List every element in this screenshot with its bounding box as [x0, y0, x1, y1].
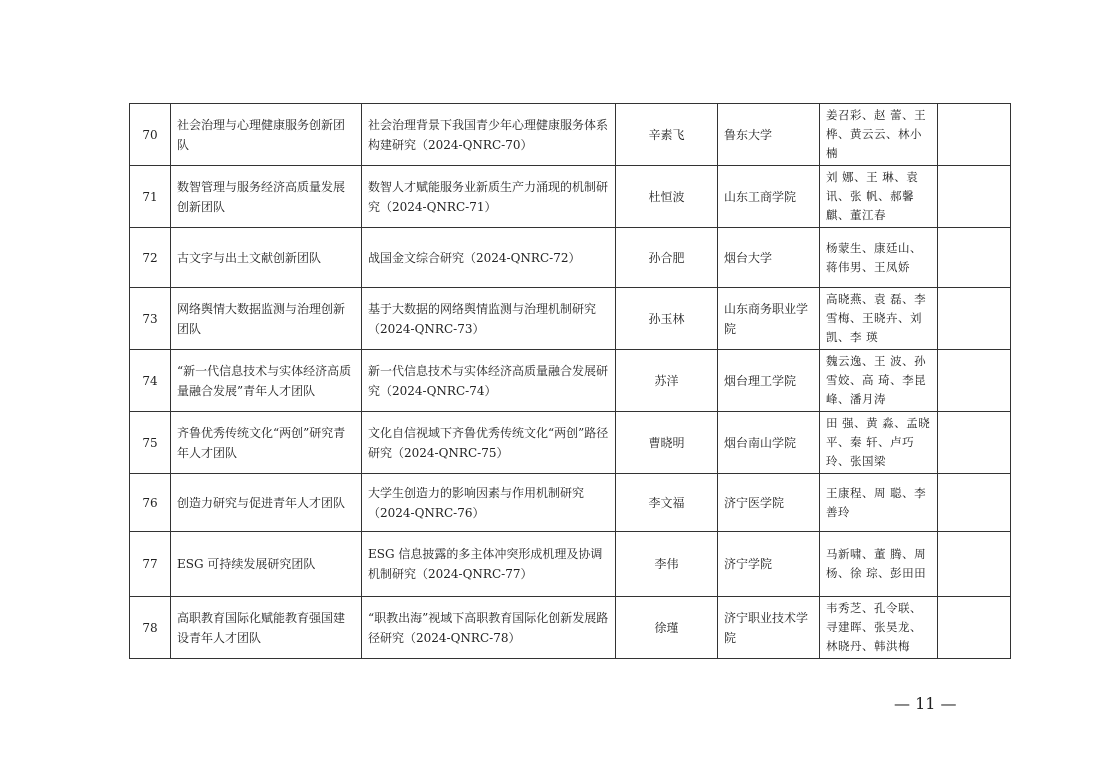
remark: [938, 350, 1011, 412]
affiliation: 烟台南山学院: [718, 412, 820, 474]
project-title: 文化自信视域下齐鲁优秀传统文化“两创”路径研究（2024-QNRC-75）: [362, 412, 616, 474]
remark: [938, 104, 1011, 166]
table-row: [130, 597, 1011, 659]
project-title: “职教出海”视域下高职教育国际化创新发展路径研究（2024-QNRC-78）: [362, 597, 616, 659]
project-title: 大学生创造力的影响因素与作用机制研究（2024-QNRC-76）: [362, 474, 616, 532]
team-leader: 李伟: [616, 532, 718, 597]
affiliation: 济宁职业技术学院: [718, 597, 820, 659]
team-name: 网络舆情大数据监测与治理创新团队: [171, 288, 362, 350]
projects-table: [129, 103, 1011, 659]
team-name: “新一代信息技术与实体经济高质量融合发展”青年人才团队: [171, 350, 362, 412]
table-row: [130, 350, 1011, 412]
team-name: 古文字与出土文献创新团队: [171, 228, 362, 288]
table-row: [130, 532, 1011, 597]
team-members: 田 强、黄 淼、孟晓平、秦 轩、卢巧玲、张国梁: [820, 412, 938, 474]
team-leader: 曹晓明: [616, 412, 718, 474]
table-row: [130, 228, 1011, 288]
team-name: 齐鲁优秀传统文化“两创”研究青年人才团队: [171, 412, 362, 474]
team-members: 魏云逸、王 波、孙雪姣、高 琦、李昆峰、潘月涛: [820, 350, 938, 412]
affiliation: 济宁学院: [718, 532, 820, 597]
project-title: 战国金文综合研究（2024-QNRC-72）: [362, 228, 616, 288]
team-name: ESG 可持续发展研究团队: [171, 532, 362, 597]
team-members: 马新啸、董 腾、周 杨、徐 琮、彭田田: [820, 532, 938, 597]
remark: [938, 288, 1011, 350]
team-leader: 孙合肥: [616, 228, 718, 288]
remark: [938, 412, 1011, 474]
team-members: 高晓燕、袁 磊、李雪梅、王晓卉、刘 凯、李 瑛: [820, 288, 938, 350]
project-title: 社会治理背景下我国青少年心理健康服务体系构建研究（2024-QNRC-70）: [362, 104, 616, 166]
affiliation: 烟台大学: [718, 228, 820, 288]
affiliation: 鲁东大学: [718, 104, 820, 166]
row-number: 72: [130, 228, 171, 288]
row-number: 77: [130, 532, 171, 597]
row-number: 75: [130, 412, 171, 474]
table-row: [130, 412, 1011, 474]
remark: [938, 532, 1011, 597]
project-title: ESG 信息披露的多主体冲突形成机理及协调机制研究（2024-QNRC-77）: [362, 532, 616, 597]
team-name: 社会治理与心理健康服务创新团队: [171, 104, 362, 166]
team-name: 高职教育国际化赋能教育强国建设青年人才团队: [171, 597, 362, 659]
team-leader: 孙玉林: [616, 288, 718, 350]
team-members: 姜召彩、赵 蕾、王 桦、黄云云、林小楠: [820, 104, 938, 166]
team-leader: 辛素飞: [616, 104, 718, 166]
team-leader: 李文福: [616, 474, 718, 532]
row-number: 76: [130, 474, 171, 532]
project-title: 新一代信息技术与实体经济高质量融合发展研究（2024-QNRC-74）: [362, 350, 616, 412]
team-name: 创造力研究与促进青年人才团队: [171, 474, 362, 532]
team-leader: 徐瑾: [616, 597, 718, 659]
affiliation: 济宁医学院: [718, 474, 820, 532]
table-row: [130, 104, 1011, 166]
affiliation: 烟台理工学院: [718, 350, 820, 412]
team-members: 王康程、周 聪、李善玲: [820, 474, 938, 532]
team-leader: 杜恒波: [616, 166, 718, 228]
table-body: [130, 104, 1011, 659]
team-members: 杨蒙生、康廷山、蒋伟男、王凤娇: [820, 228, 938, 288]
remark: [938, 474, 1011, 532]
row-number: 74: [130, 350, 171, 412]
remark: [938, 166, 1011, 228]
project-title: 数智人才赋能服务业新质生产力涌现的机制研究（2024-QNRC-71）: [362, 166, 616, 228]
team-members: 刘 娜、王 琳、袁 讯、张 帆、郝馨麒、董江春: [820, 166, 938, 228]
table-row: [130, 166, 1011, 228]
team-name: 数智管理与服务经济高质量发展创新团队: [171, 166, 362, 228]
remark: [938, 228, 1011, 288]
row-number: 70: [130, 104, 171, 166]
team-leader: 苏洋: [616, 350, 718, 412]
row-number: 78: [130, 597, 171, 659]
row-number: 73: [130, 288, 171, 350]
project-title: 基于大数据的网络舆情监测与治理机制研究（2024-QNRC-73）: [362, 288, 616, 350]
table-row: [130, 288, 1011, 350]
table-row: [130, 474, 1011, 532]
team-members: 韦秀芝、孔令联、寻建晖、张昊龙、林晓丹、韩洪梅: [820, 597, 938, 659]
row-number: 71: [130, 166, 171, 228]
affiliation: 山东工商学院: [718, 166, 820, 228]
remark: [938, 597, 1011, 659]
page-number: — 11 —: [894, 694, 957, 713]
affiliation: 山东商务职业学院: [718, 288, 820, 350]
